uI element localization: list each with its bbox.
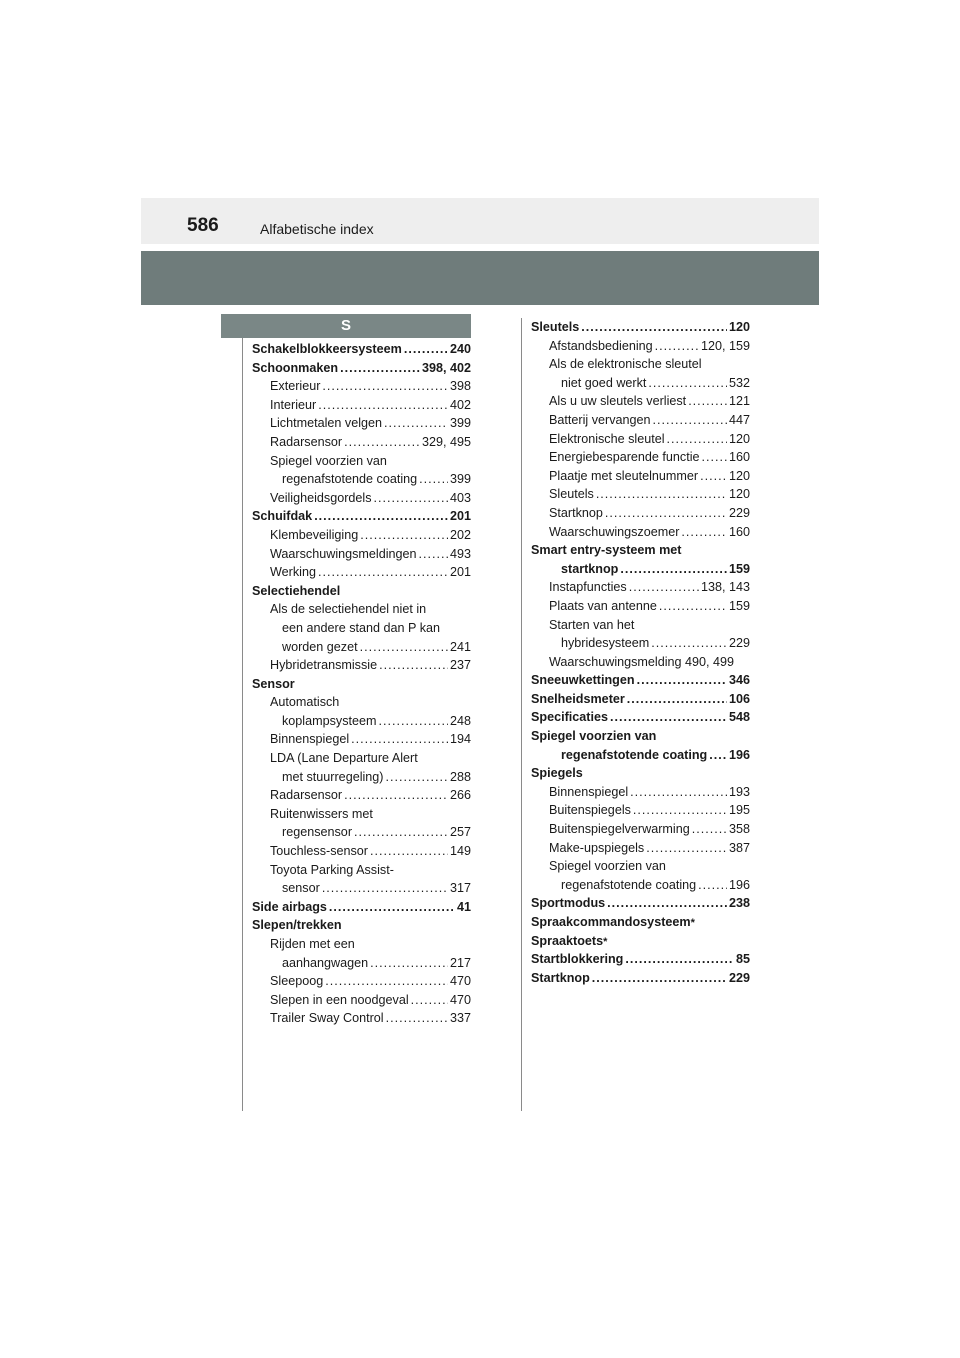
index-term: Specificaties [531,710,609,725]
dot-leader [627,690,727,709]
page-reference: 358 [728,822,750,837]
page-reference: 470 [449,974,471,989]
letter-tab: S [221,314,471,338]
index-entry [252,656,471,675]
index-term: Startknop [531,970,590,985]
index-term: Elektronische sleutel [549,431,665,446]
dot-leader [351,730,448,749]
index-entry [531,671,750,690]
page-reference: 138, 143 [700,580,750,595]
index-entry [531,839,750,858]
index-entry [252,916,471,935]
dot-leader [314,507,448,526]
dot-leader [700,467,727,486]
index-entry [531,690,750,709]
index-term: Rijden met een [270,937,355,951]
page-reference: 121 [728,394,750,409]
index-entry [252,545,471,564]
index-term: Startblokkering [531,952,624,967]
dot-leader [354,823,448,842]
page-reference: 195 [728,803,750,818]
dot-leader [688,392,727,411]
index-entry [252,526,471,545]
index-term: Energiebesparende functie [549,450,700,465]
index-entry [252,693,471,712]
dot-leader [325,972,448,991]
index-term: Afstandsbediening [549,338,653,353]
index-entry [252,433,471,452]
dot-leader [340,359,420,378]
dot-leader [698,876,727,895]
dot-leader [379,656,448,675]
page-reference: 288 [449,769,471,784]
index-term: Snelheidsmeter [531,691,625,706]
index-entry [531,411,750,430]
index-term: Slepen in een noodgeval [270,992,409,1007]
dot-leader [596,485,727,504]
dot-leader [360,638,448,657]
index-entry [252,470,471,489]
dot-leader [653,411,727,430]
index-entry [531,653,750,672]
page-reference: 257 [449,825,471,840]
dot-leader [620,560,727,579]
page-reference: 193 [728,784,750,799]
index-entry [531,876,750,895]
index-entry [252,898,471,917]
index-term: Selectiehendel [252,583,341,598]
index-term: Plaatje met sleutelnummer [549,468,699,483]
dot-leader [605,504,727,523]
index-entry [531,764,750,783]
index-column-left [252,340,471,1028]
index-entry [252,638,471,657]
page-reference: 201 [449,565,471,580]
index-entry [531,634,750,653]
page-header [141,198,819,244]
page-reference: 402 [449,397,471,412]
index-entry [531,783,750,802]
dot-leader [344,786,448,805]
index-term: aanhangwagen [282,955,369,970]
index-term: Waarschuwingsmeldingen [270,546,417,561]
page-reference: 248 [449,713,471,728]
index-term: Touchless-sensor [270,844,368,859]
index-entry [531,318,750,337]
index-entry: Spraakcommandosysteem * [531,913,750,932]
page-reference: 41 [456,899,471,914]
dot-leader [379,712,448,731]
page-reference: 532 [728,375,750,390]
index-entry [252,489,471,508]
dot-leader [702,448,727,467]
dot-leader [318,563,448,582]
column-divider-left [242,338,243,1111]
index-term: LDA (Lane Departure Alert [270,751,418,766]
page-reference: 229 [728,970,750,985]
index-column-right [531,318,750,987]
dot-leader [581,318,727,337]
index-entry [252,879,471,898]
index-entry [531,485,750,504]
index-term: Veiligheidsgordels [270,490,372,505]
dot-leader [607,894,727,913]
index-term: Buitenspiegelverwarming [549,822,690,837]
index-term: Exterieur [270,379,321,394]
index-entry [531,578,750,597]
index-term: Slepen/trekken [252,918,342,933]
dot-leader [625,950,734,969]
header-band [141,251,819,305]
index-entry [252,991,471,1010]
index-term: Schoonmaken [252,360,339,375]
index-entry [531,355,750,374]
index-term: Werking [270,565,316,580]
dot-leader [681,523,727,542]
page-reference: 120 [728,487,750,502]
index-term: Sleutels [549,487,594,502]
index-entry [531,560,750,579]
dot-leader [709,746,727,765]
page-reference: 240 [449,342,471,356]
index-entry [252,396,471,415]
page-reference: 387 [728,840,750,855]
index-term: Sneeuwkettingen [531,673,635,688]
index-term: Sportmodus [531,896,606,911]
page-reference: 241 [449,639,471,654]
index-term: Als de selectiehendel niet in [270,602,427,617]
dot-leader [370,954,448,973]
index-entry [252,786,471,805]
page-reference: 202 [449,527,471,542]
index-entry [252,675,471,694]
dot-leader [360,526,448,545]
dot-leader [633,801,727,820]
index-entry [252,935,471,954]
page-reference: 194 [449,732,471,747]
index-term: Schuifdak [252,509,313,524]
index-term: Ruitenwissers met [270,806,373,821]
index-term: worden gezet [282,639,358,654]
index-term: Hybridetransmissie [270,658,378,673]
index-entry [252,619,471,638]
index-entry [531,430,750,449]
index-entry [252,805,471,824]
index-entry [531,801,750,820]
page-reference: 217 [449,955,471,970]
page-reference: 229 [728,505,750,520]
index-term: Als u uw sleutels verliest [549,394,687,409]
dot-leader [411,991,448,1010]
index-entry: Spraaktoets * [531,932,750,951]
index-term: Radarsensor [270,788,343,803]
index-term: Spiegel voorzien van [531,729,657,744]
dot-leader [692,820,727,839]
index-entry [531,950,750,969]
page-reference: 120 [728,320,750,334]
page-reference: 238 [728,896,750,911]
index-term: Waarschuwingsmelding 490, 499 [549,654,735,669]
index-term: Klembeveiliging [270,527,359,542]
dot-leader [419,545,448,564]
index-entry [252,1009,471,1028]
dot-leader [648,374,727,393]
index-term: sensor [282,881,320,896]
dot-leader [655,337,699,356]
index-term: Binnenspiegel [549,784,629,799]
index-entry [531,708,750,727]
index-entry [252,414,471,433]
page-reference: 196 [728,747,750,762]
index-term: Sensor [252,676,295,691]
index-term: startknop [561,561,619,576]
index-term: Startknop [549,505,603,520]
page-reference: 399 [449,416,471,431]
index-term: Make-upspiegels [549,840,645,855]
index-term: regenafstotende coating [561,747,708,762]
index-entry [531,746,750,765]
index-entry [252,377,471,396]
index-term: Binnenspiegel [270,732,350,747]
index-entry [252,600,471,619]
page-reference: 403 [449,490,471,505]
index-term: Interieur [270,397,317,412]
page-reference: 266 [449,788,471,803]
page-reference: 329, 495 [421,434,471,449]
dot-leader [344,433,420,452]
index-entry [531,857,750,876]
dot-leader [419,470,448,489]
index-entry [252,452,471,471]
index-term: Side airbags [252,899,327,914]
dot-leader [384,414,448,433]
page-number: 586 [187,215,219,236]
dot-leader [610,708,727,727]
index-entry [252,340,471,359]
dot-leader [659,597,727,616]
index-entry [531,504,750,523]
column-divider-middle [521,318,522,1111]
index-entry [531,541,750,560]
page-reference: 120 [728,431,750,446]
index-term: Als de elektronische sleutel [549,357,702,372]
index-term: Radarsensor [270,434,343,449]
index-entry [531,597,750,616]
index-term: met stuurregeling) [282,769,384,784]
page-reference: 149 [449,844,471,859]
dot-leader [592,969,727,988]
index-entry [252,582,471,601]
page-reference: 201 [449,509,471,524]
dot-leader [329,898,455,917]
index-term: regensensor [282,825,353,840]
index-term: Lichtmetalen velgen [270,416,383,431]
index-term: Smart entry-systeem met [531,543,682,558]
index-entry [252,954,471,973]
index-term: Spraakcommandosysteem [531,915,691,929]
index-term: Spiegel voorzien van [270,453,387,468]
page-reference: 229 [728,636,750,651]
index-term: een andere stand dan P kan [282,620,441,635]
page-reference: 159 [728,561,750,576]
index-entry [531,894,750,913]
page-reference: 159 [728,598,750,613]
index-entry [531,969,750,988]
index-term: koplampsysteem [282,713,377,728]
dot-leader [386,768,448,787]
page-reference: 493 [449,546,471,561]
dot-leader [322,879,448,898]
index-term: Instapfuncties [549,580,627,595]
index-term: regenafstotende coating [561,877,697,892]
index-term: Sleutels [531,320,580,334]
page-reference: 120, 159 [700,338,750,353]
index-entry [252,749,471,768]
index-entry [531,523,750,542]
page-reference: 447 [728,412,750,427]
index-term: Starten van het [549,617,635,632]
index-term: Plaats van antenne [549,598,657,613]
index-term: Sleepoog [270,974,324,989]
index-term: Batterij vervangen [549,412,651,427]
index-term: niet goed werkt [561,375,647,390]
page-reference: 346 [728,673,750,688]
index-entry [531,448,750,467]
page-reference: 106 [728,691,750,706]
index-entry [252,861,471,880]
index-term: Spiegel voorzien van [549,859,666,874]
index-entry [252,563,471,582]
index-entry [531,820,750,839]
page-reference: 470 [449,992,471,1007]
page-reference: 120 [728,468,750,483]
page-reference: 399 [449,472,471,487]
section-title: Alfabetische index [260,221,374,237]
index-term: Spraaktoets [531,933,604,948]
dot-leader [646,839,727,858]
dot-leader [629,578,699,597]
dot-leader [667,430,727,449]
dot-leader [318,396,448,415]
dot-leader [386,1009,448,1028]
index-term: Automatisch [270,695,340,710]
page-reference: 548 [728,710,750,725]
index-entry [531,392,750,411]
page-reference: 237 [449,658,471,673]
index-entry [252,730,471,749]
page-reference: 160 [728,524,750,539]
dot-leader [370,842,448,861]
index-entry [531,727,750,746]
page-reference: 398, 402 [421,360,471,375]
index-term: Schakelblokkeersysteem [252,342,402,356]
page-reference: 160 [728,450,750,465]
index-term: Spiegels [531,766,583,781]
index-entry [531,616,750,635]
page-reference: 317 [449,881,471,896]
page-reference: 196 [728,877,750,892]
index-term: regenafstotende coating [282,472,418,487]
dot-leader [651,634,727,653]
index-term: hybridesysteem [561,636,650,651]
page-reference: 337 [449,1011,471,1026]
dot-leader [637,671,727,690]
dot-leader [374,489,448,508]
index-entry [252,507,471,526]
index-term: Waarschuwingszoemer [549,524,680,539]
index-entry [531,467,750,486]
index-entry [252,768,471,787]
index-term: Trailer Sway Control [270,1011,384,1026]
dot-leader [630,783,727,802]
index-term: Toyota Parking Assist- [270,862,394,877]
dot-leader [404,340,448,359]
index-term: Buitenspiegels [549,803,631,818]
page-reference: 398 [449,379,471,394]
index-entry [252,359,471,378]
index-entry [252,712,471,731]
index-entry [531,337,750,356]
page-reference: 85 [735,952,750,967]
index-entry [252,823,471,842]
index-entry [252,972,471,991]
index-entry [252,842,471,861]
index-entry [531,374,750,393]
dot-leader [322,377,448,396]
